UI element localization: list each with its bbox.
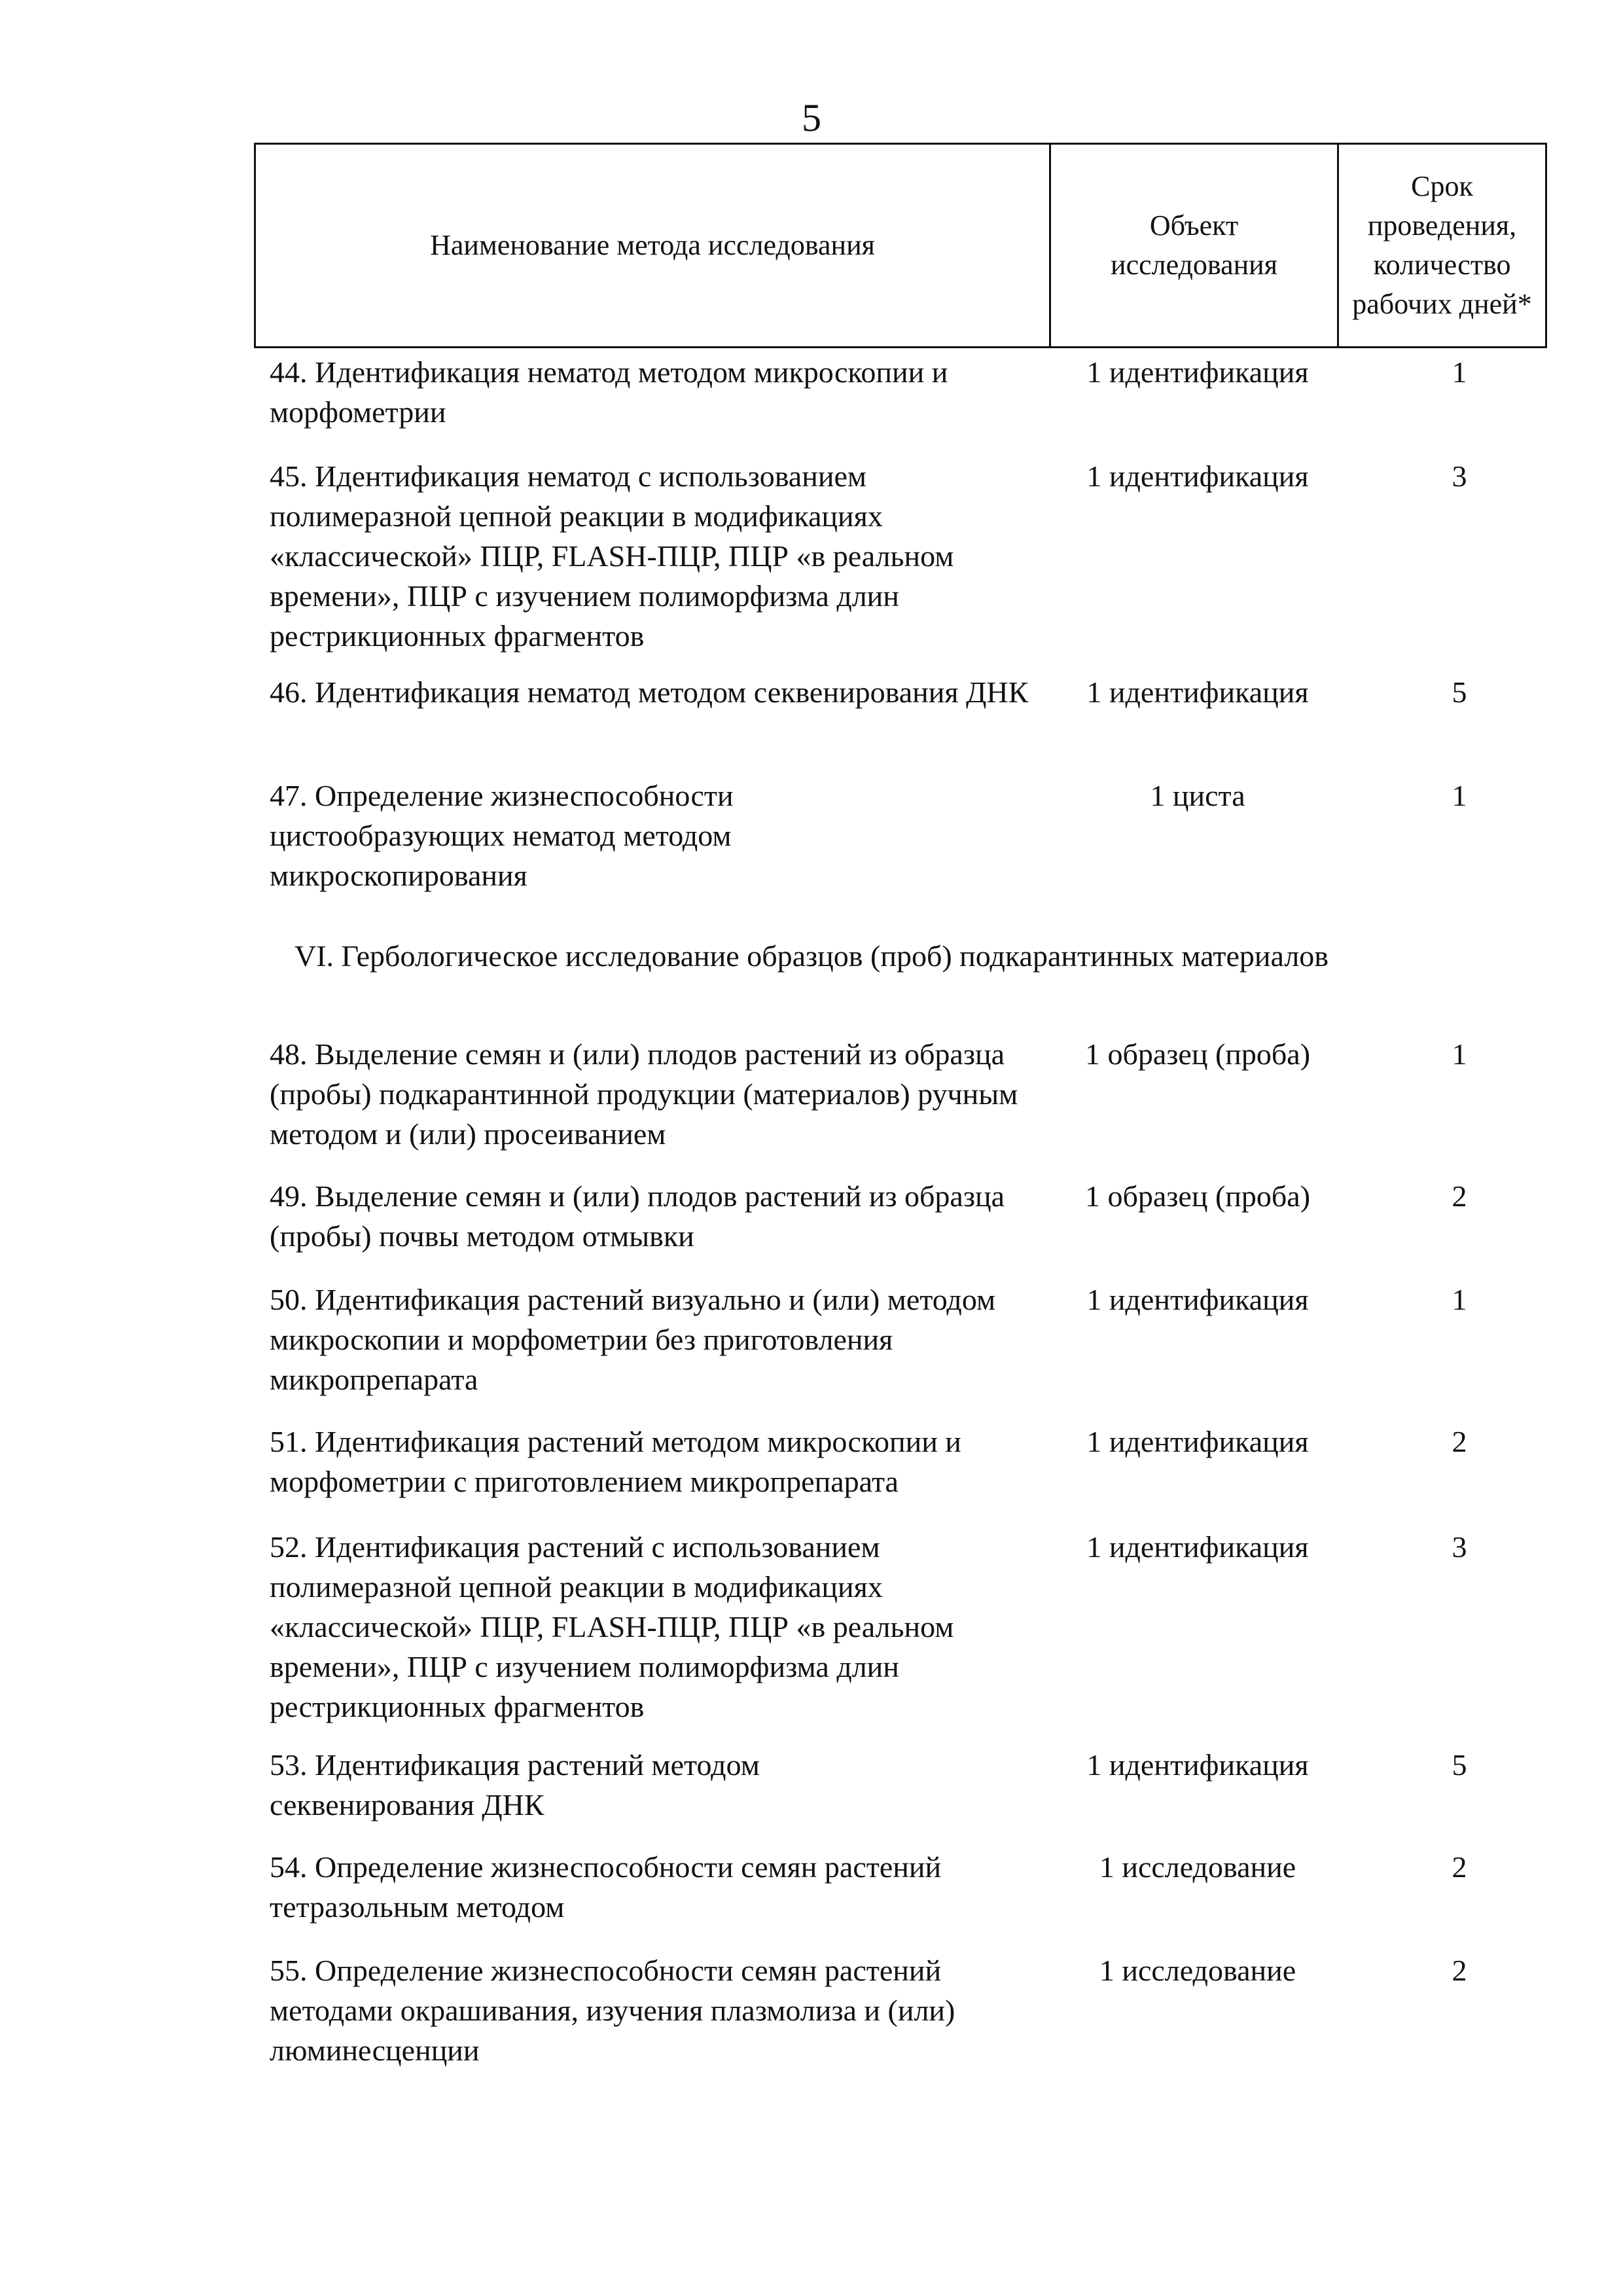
row-days: 2 [1452, 1850, 1467, 1884]
row-method-name: 54. Определение жизнеспособности семян растений тетразольным методом [270, 1850, 942, 1924]
row-method-name: 45. Идентификация нематод с использованием полимеразной цепной реакции в модификациях «классической» ПЦР, FLASH-ПЦР, ПЦР «в реальном времени», ПЦР с изучением полиморфизма длин рестрикционных фрагментов [270, 459, 954, 653]
row-object: 1 идентификация [1086, 1748, 1309, 1782]
row-object: 1 образец (проба) [1084, 1037, 1311, 1071]
row-object: 1 идентификация [1086, 459, 1309, 493]
row-days: 5 [1452, 1748, 1467, 1782]
row-days: 1 [1452, 779, 1467, 812]
row-days: 2 [1452, 1954, 1467, 1987]
row-method-name: 48. Выделение семян и (или) плодов растений из образца (пробы) подкарантинной продукции (материалов) ручным методом и (или) просеиванием [270, 1037, 1018, 1151]
row-days: 1 [1452, 355, 1467, 389]
row-method-name: 44. Идентификация нематод методом микроскопии и морфометрии [270, 355, 948, 429]
row-object: 1 идентификация [1086, 1530, 1309, 1564]
row-days: 3 [1452, 1530, 1467, 1564]
row-days: 2 [1452, 1179, 1467, 1213]
row-method-name: 51. Идентификация растений методом микроскопии и морфометрии с приготовлением микропрепарата [270, 1425, 961, 1498]
row-method-name: 52. Идентификация растений с использованием полимеразной цепной реакции в модификациях «классической» ПЦР, FLASH-ПЦР, ПЦР «в реальном времени», ПЦР с изучением полиморфизма длин рестрикционных фрагментов [270, 1530, 954, 1723]
row-method-name: 46. Идентификация нематод методом секвенирования ДНК [270, 675, 1029, 709]
row-object: 1 идентификация [1086, 675, 1309, 709]
row-method-name: 50. Идентификация растений визуально и (или) методом микроскопии и морфометрии без приготовления микропрепарата [270, 1283, 996, 1396]
row-method-name: 49. Выделение семян и (или) плодов растений из образца (пробы) почвы методом отмывки [270, 1179, 1005, 1253]
row-object: 1 идентификация [1086, 1425, 1309, 1458]
row-days: 2 [1452, 1425, 1467, 1458]
row-object: 1 идентификация [1086, 355, 1309, 389]
row-method-name: 55. Определение жизнеспособности семян растений методами окрашивания, изучения плазмолиза и (или) люминесценции [270, 1954, 955, 2067]
page-number: 5 [802, 96, 821, 139]
section-heading: VI. Гербологическое исследование образцов (проб) подкарантинных материалов [294, 939, 1329, 973]
header-term: Срок проведения, количество рабочих дней* [1337, 145, 1545, 346]
row-days: 1 [1452, 1283, 1467, 1316]
header-method-name: Наименование метода исследования [430, 229, 875, 261]
table-header [254, 143, 1547, 348]
row-object: 1 циста [1150, 779, 1245, 812]
row-object: 1 образец (проба) [1084, 1179, 1311, 1213]
row-method-name: 53. Идентификация растений методом секвенирования ДНК [270, 1748, 760, 1821]
row-object: 1 исследование [1099, 1954, 1296, 1987]
row-object: 1 идентификация [1086, 1283, 1309, 1316]
row-days: 5 [1452, 675, 1467, 709]
header-object: Объект исследования [1049, 145, 1337, 346]
row-object: 1 исследование [1099, 1850, 1296, 1884]
row-days: 1 [1452, 1037, 1467, 1071]
row-method-name: 47. Определение жизнеспособности цистообразующих нематод методом микроскопирования [270, 779, 734, 892]
row-days: 3 [1452, 459, 1467, 493]
